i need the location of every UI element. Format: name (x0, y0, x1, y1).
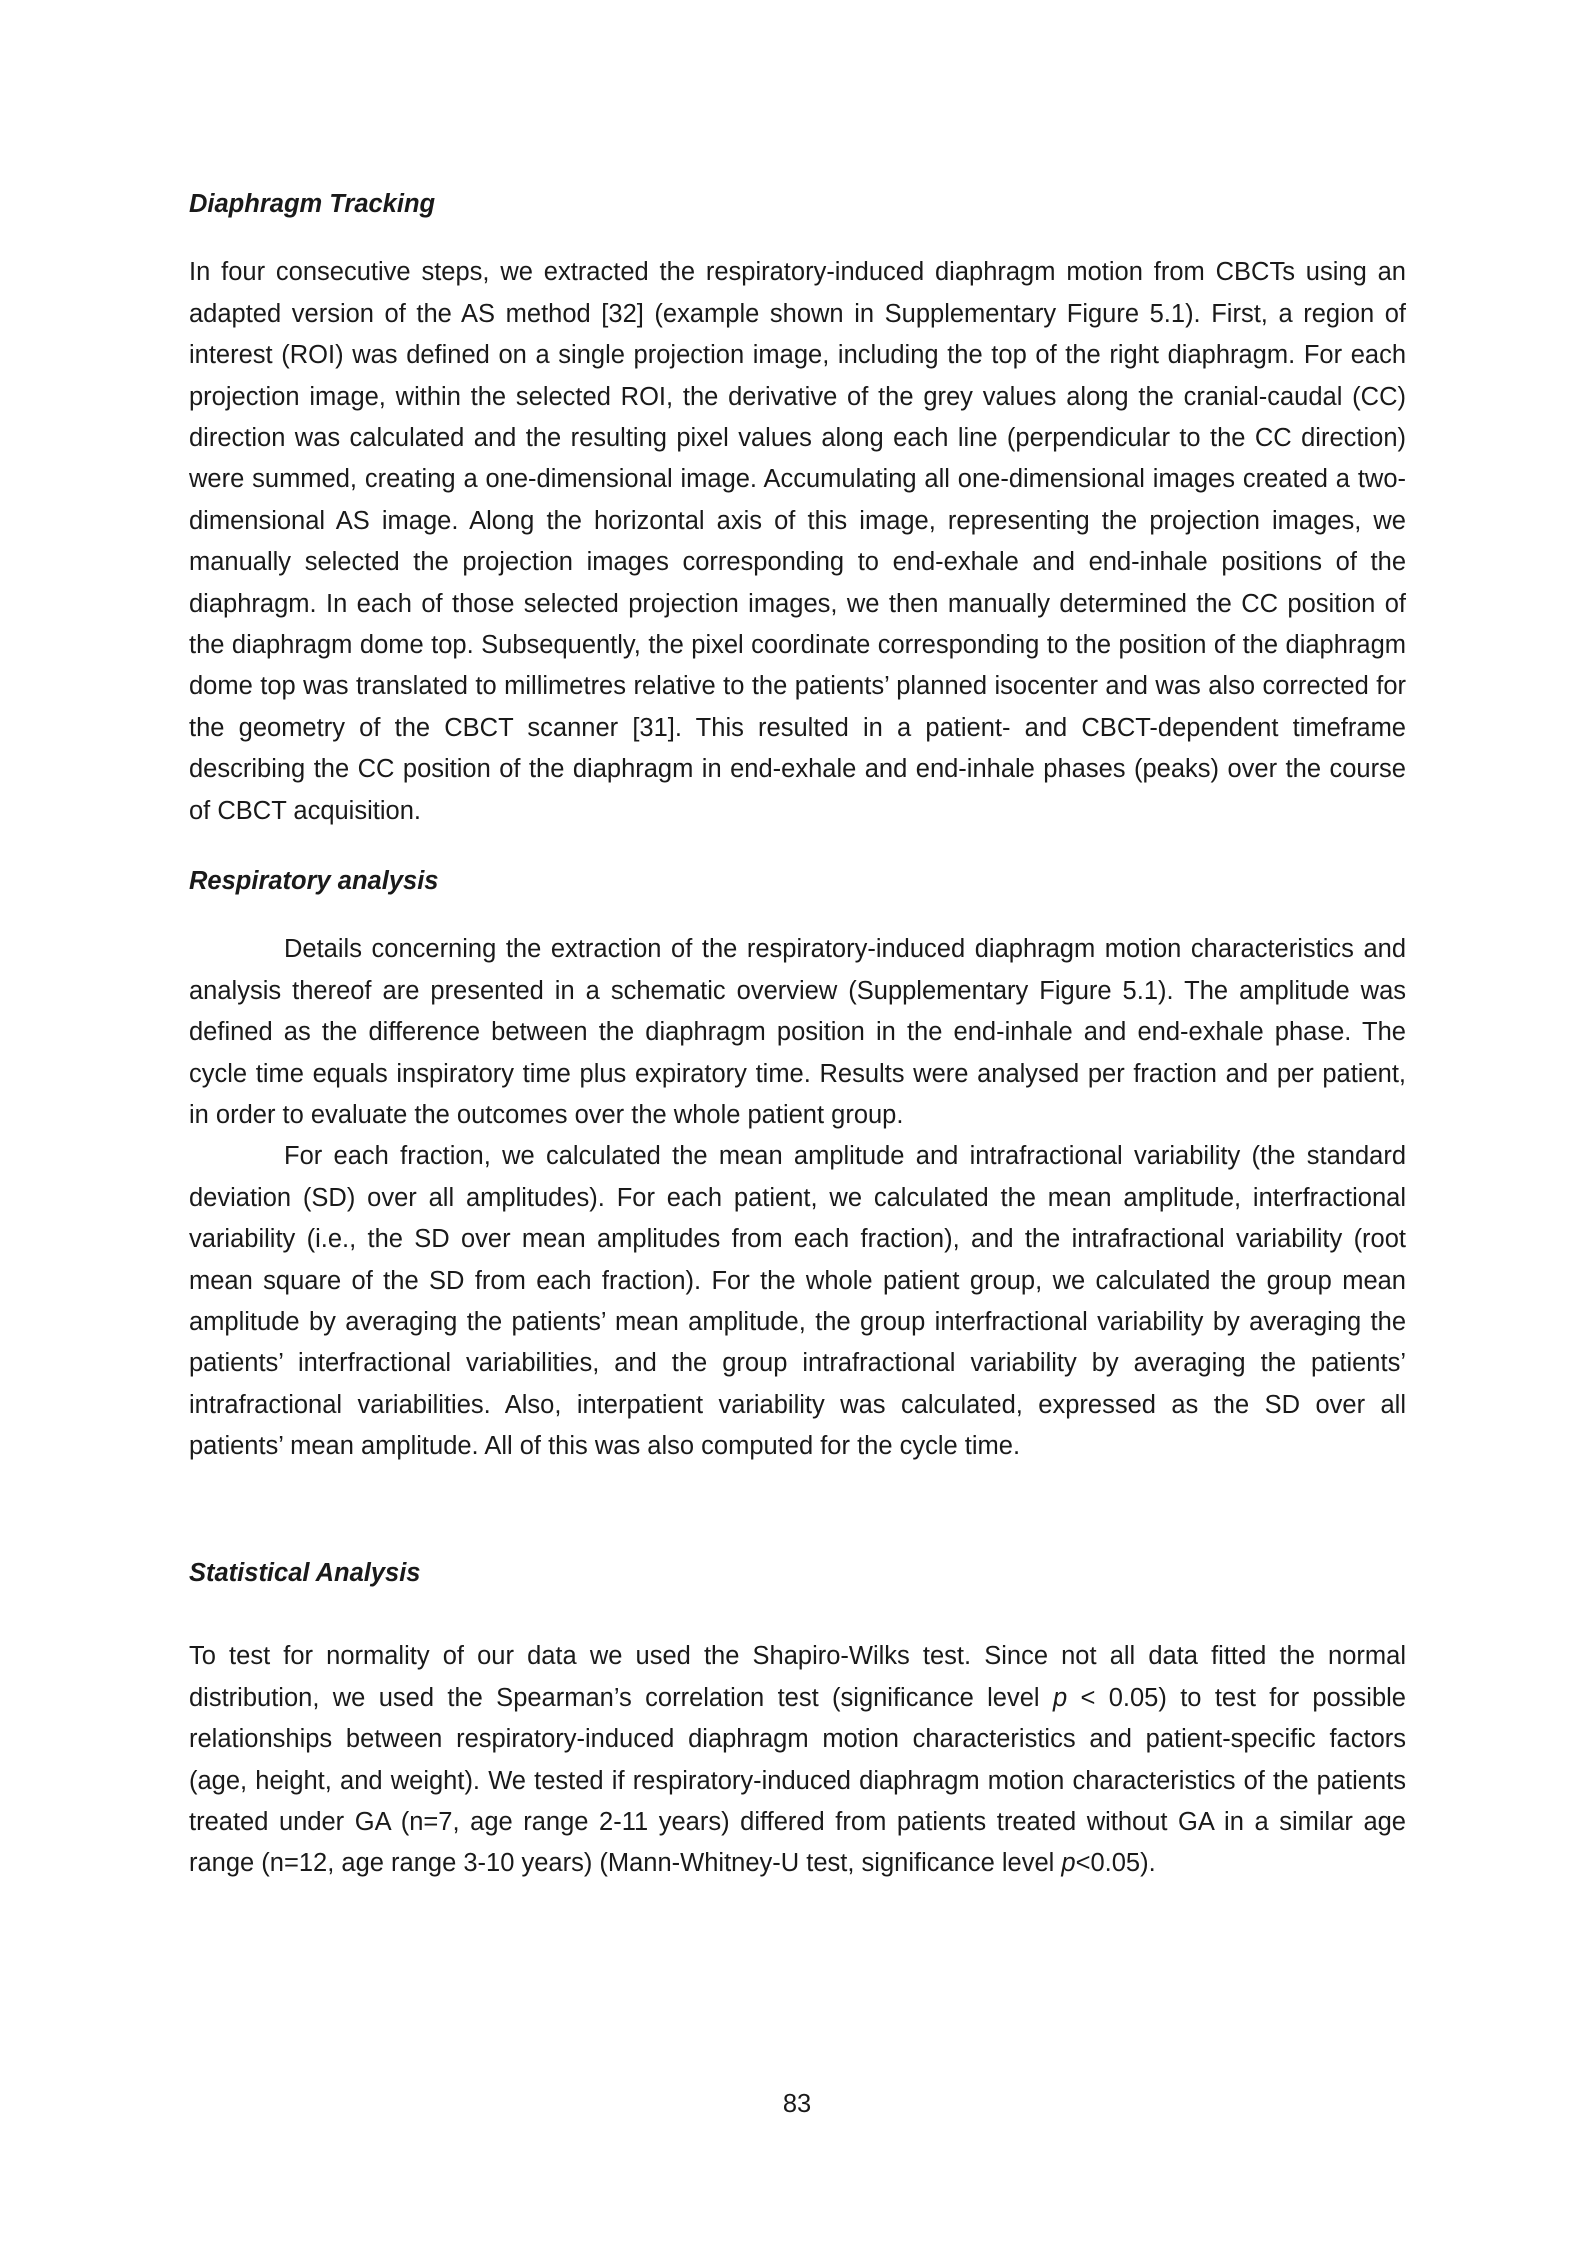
paragraph: For each fraction, we calculated the mean amplitude and intrafractional variability (the standard deviation (SD) over all amplitudes). For each patient, we calculated the mean amplitude, interfractional variability (i.e., the SD over mean amplitudes from each fraction), and the intrafractional variability (root mean square of the SD from each fraction). For the whole patient group, we calculated the group mean amplitude by averaging the patients’ mean amplitude, the group interfractional variability by averaging the patients’ interfractional variabilities, and the group intrafractional variability by averaging the patients’ intrafractional variabilities. Also, interpatient variability was calculated, expressed as the SD over all patients’ mean amplitude. All of this was also computed for the cycle time. (189, 1142, 1406, 1461)
text-run: <0.05). (1075, 1849, 1156, 1878)
p-value-symbol: p (1061, 1849, 1076, 1878)
section-diaphragm-tracking (189, 184, 1406, 832)
section-heading: Respiratory analysis (189, 867, 439, 895)
text-run: < 0.05) to test for possible relationships between respiratory-induced diaphragm motion characteristics and patient-specific factors (age, height, and weight). We tested if respiratory-induced diaphragm motion characteristics of the patients treated under GA (n=7, age range 2-11 years) differed from patients treated without GA in a similar age range (n=12, age range 3-10 years) (Mann-Whitney-U test, significance level (189, 1683, 1406, 1878)
paragraph (189, 1636, 1406, 1884)
section-heading: Statistical Analysis (189, 1559, 421, 1587)
p-value-symbol: p (1052, 1683, 1068, 1712)
paragraph: In four consecutive steps, we extracted the respiratory-induced diaphragm motion from CBCTs using an adapted version of the AS method [32] (example shown in Supplementary Figure 5.1). First, a region of interest (ROI) was defined on a single projection image, including the top of the right diaphragm. For each projection image, within the selected ROI, the derivative of the grey values along the cranial-caudal (CC) direction was calculated and the resulting pixel values along each line (perpendicular to the CC direction) were summed, creating a one-dimensional image. Accumulating all one-dimensional images created a two-dimensional AS image. Along the horizontal axis of this image, representing the projection images, we manually selected the projection images corresponding to end-exhale and end-inhale positions of the diaphragm. In each of those selected projection images, we then manually determined the CC position of the diaphragm dome top. Subsequently, the pixel coordinate corresponding to the position of the diaphragm dome top was translated to millimetres relative to the patients’ planned isocenter and was also corrected for the geometry of the CBCT scanner [31]. This resulted in a patient- and CBCT-dependent timeframe describing the CC position of the diaphragm in end-exhale and end-inhale phases (peaks) over the course of CBCT acquisition. (189, 258, 1406, 825)
page-number: 83 (782, 2090, 812, 2118)
section-respiratory-analysis (189, 861, 1406, 1468)
text-run: To test for normality of our data we used the Shapiro-Wilks test. Since not all data fitted the normal distribution, we used the Spearman’s correlation test (significance level (189, 1642, 1406, 1712)
paragraph: Details concerning the extraction of the respiratory-induced diaphragm motion characteristics and analysis thereof are presented in a schematic overview (Supplementary Figure 5.1). The amplitude was defined as the difference between the diaphragm position in the end-inhale and end-exhale phase. The cycle time equals inspiratory time plus expiratory time. Results were analysed per fraction and per patient, in order to evaluate the outcomes over the whole patient group. (189, 935, 1406, 1130)
section-heading: Diaphragm Tracking (189, 190, 436, 218)
section-statistical-analysis (189, 1553, 1406, 1885)
